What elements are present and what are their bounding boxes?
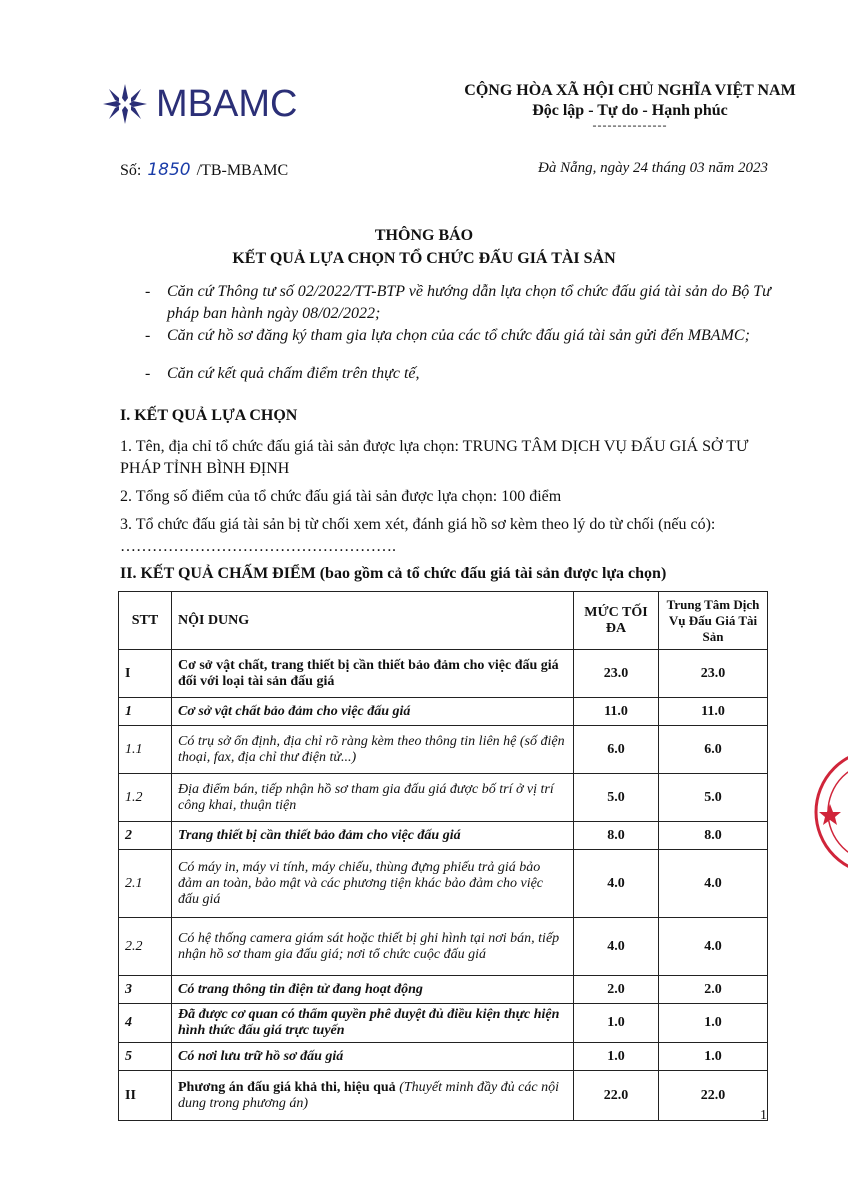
row-org-score: 6.0: [659, 726, 768, 774]
table-row: [119, 976, 768, 1004]
basis-item: - Căn cứ kết quả chấm điểm trên thực tế,: [145, 363, 775, 385]
table-header-row: [119, 592, 768, 650]
row-org-score: 8.0: [659, 822, 768, 850]
col-header-max: MỨC TỐI ĐA: [574, 592, 659, 650]
so-label: Số:: [120, 162, 142, 179]
basis-text: Căn cứ hồ sơ đăng ký tham gia lựa chọn của các tổ chức đấu giá tài sản gửi đến MBAMC;: [167, 327, 750, 344]
col-header-content: NỘI DUNG: [172, 592, 574, 650]
row-org-score: 2.0: [659, 976, 768, 1004]
score-table: [118, 591, 768, 1121]
document-number: [120, 160, 288, 180]
table-row: [119, 850, 768, 918]
row-max-score: 6.0: [574, 726, 659, 774]
row-stt: 5: [119, 1043, 172, 1071]
nation-divider: ---------------: [592, 118, 668, 132]
page-number: 1: [760, 1108, 767, 1123]
row-content-note: (Thuyết minh đầy đủ các nội dung trong phương án): [178, 1079, 559, 1111]
nation-name: CỘNG HÒA XÃ HỘI CHỦ NGHĨA VIỆT NAM: [464, 82, 796, 99]
row-org-score: 1.0: [659, 1004, 768, 1043]
row-content: Cơ sở vật chất bảo đảm cho việc đấu giá: [172, 698, 574, 726]
doc-subtitle: KẾT QUẢ LỰA CHỌN TỔ CHỨC ĐẤU GIÁ TÀI SẢN: [232, 250, 616, 267]
row-stt: 1.1: [119, 726, 172, 774]
basis-item: - Căn cứ hồ sơ đăng ký tham gia lựa chọn của các tổ chức đấu giá tài sản gửi đến MBAMC;: [145, 325, 775, 347]
table-row: [119, 698, 768, 726]
row-stt: 4: [119, 1004, 172, 1043]
row-stt: II: [119, 1071, 172, 1121]
table-row: [119, 1004, 768, 1043]
so-suffix: /TB-MBAMC: [196, 162, 289, 179]
row-max-score: 5.0: [574, 774, 659, 822]
table-row: [119, 822, 768, 850]
row-stt: I: [119, 650, 172, 698]
basis-item: - Căn cứ Thông tư số 02/2022/TT-BTP về hướng dẫn lựa chọn tổ chức đấu giá tài sản do Bộ Tư pháp ban hành ngày 08/02/2022;: [145, 281, 775, 325]
row-stt: 3: [119, 976, 172, 1004]
col-header-org: Trung Tâm Dịch Vụ Đấu Giá Tài Sản: [659, 592, 768, 650]
row-stt: 1.2: [119, 774, 172, 822]
section-heading: I. KẾT QUẢ LỰA CHỌN: [120, 407, 298, 424]
so-handwritten-number: 1850: [147, 160, 191, 180]
rejected-orgs: 3. Tổ chức đấu giá tài sản bị từ chối xem xét, đánh giá hồ sơ kèm theo lý do từ chối (nếu có): …………………………………………….: [120, 516, 716, 555]
row-stt: 1: [119, 698, 172, 726]
row-org-score: 4.0: [659, 918, 768, 976]
basis-text: Căn cứ Thông tư số 02/2022/TT-BTP về hướng dẫn lựa chọn tổ chức đấu giá tài sản do Bộ Tư pháp ban hành ngày 08/02/2022;: [167, 283, 771, 322]
row-max-score: 1.0: [574, 1043, 659, 1071]
table-row: [119, 650, 768, 698]
place-date: Đà Nẵng, ngày 24 tháng 03 năm 2023: [538, 160, 768, 176]
row-max-score: 4.0: [574, 850, 659, 918]
row-content: Đã được cơ quan có thẩm quyền phê duyệt đủ điều kiện thực hiện hình thức đấu giá trực tuyến: [172, 1004, 574, 1043]
row-stt: 2.2: [119, 918, 172, 976]
selected-org: 1. Tên, địa chỉ tổ chức đấu giá tài sản được lựa chọn: TRUNG TÂM DỊCH VỤ ĐẤU GIÁ SỞ TƯ PHÁP TỈNH BÌNH ĐỊNH: [120, 438, 749, 477]
row-content: Có hệ thống camera giám sát hoặc thiết bị ghi hình tại nơi bán, tiếp nhận hồ sơ tham gia đấu giá; nơi tổ chức cuộc đấu giá: [172, 918, 574, 976]
row-stt: 2.1: [119, 850, 172, 918]
company-name: MBAMC: [156, 82, 298, 125]
row-content: Có nơi lưu trữ hồ sơ đấu giá: [172, 1043, 574, 1071]
nation-motto: Độc lập - Tự do - Hạnh phúc: [532, 102, 728, 119]
row-org-score: 1.0: [659, 1043, 768, 1071]
row-max-score: 1.0: [574, 1004, 659, 1043]
table-row: [119, 1043, 768, 1071]
row-max-score: 22.0: [574, 1071, 659, 1121]
table-row: [119, 1071, 768, 1121]
row-content: Có máy in, máy vi tính, máy chiếu, thùng đựng phiếu trả giá bảo đảm an toàn, bảo mật và các phương tiện khác bảo đảm cho việc đấu giá: [172, 850, 574, 918]
row-content: Có trang thông tin điện tử đang hoạt động: [172, 976, 574, 1004]
row-content: [172, 1071, 574, 1121]
row-content: Có trụ sở ổn định, địa chỉ rõ ràng kèm theo thông tin liên hệ (số điện thoại, fax, địa chỉ thư điện tử...): [172, 726, 574, 774]
row-content: Địa điểm bán, tiếp nhận hồ sơ tham gia đấu giá được bố trí ở vị trí công khai, thuận tiện: [172, 774, 574, 822]
row-max-score: 8.0: [574, 822, 659, 850]
row-max-score: 23.0: [574, 650, 659, 698]
row-org-score: 4.0: [659, 850, 768, 918]
basis-text: Căn cứ kết quả chấm điểm trên thực tế,: [167, 365, 420, 382]
table-row: [119, 774, 768, 822]
row-stt: 2: [119, 822, 172, 850]
row-org-score: 11.0: [659, 698, 768, 726]
red-seal-stamp: [808, 742, 848, 882]
company-logo: [100, 82, 297, 126]
table-row: [119, 918, 768, 976]
doc-title: THÔNG BÁO: [374, 227, 474, 244]
table-body: [119, 650, 768, 1121]
row-content: Trang thiết bị cần thiết bảo đảm cho việc đấu giá: [172, 822, 574, 850]
row-org-score: 5.0: [659, 774, 768, 822]
total-score: 2. Tổng số điểm của tổ chức đấu giá tài sản được lựa chọn: 100 điểm: [120, 488, 562, 505]
table-row: [119, 726, 768, 774]
row-content-main: Phương án đấu giá khả thi, hiệu quả: [178, 1079, 396, 1095]
mbamc-star-icon: [100, 82, 150, 126]
row-org-score: 23.0: [659, 650, 768, 698]
row-org-score: 22.0: [659, 1071, 768, 1121]
section-heading: II. KẾT QUẢ CHẤM ĐIỂM (bao gồm cả tổ chức đấu giá tài sản được lựa chọn): [120, 565, 667, 582]
row-max-score: 11.0: [574, 698, 659, 726]
national-header: [440, 82, 820, 133]
col-header-stt: STT: [119, 592, 172, 650]
row-content: Cơ sở vật chất, trang thiết bị cần thiết bảo đảm cho việc đấu giá đối với loại tài sản đấu giá: [172, 650, 574, 698]
row-max-score: 2.0: [574, 976, 659, 1004]
row-max-score: 4.0: [574, 918, 659, 976]
